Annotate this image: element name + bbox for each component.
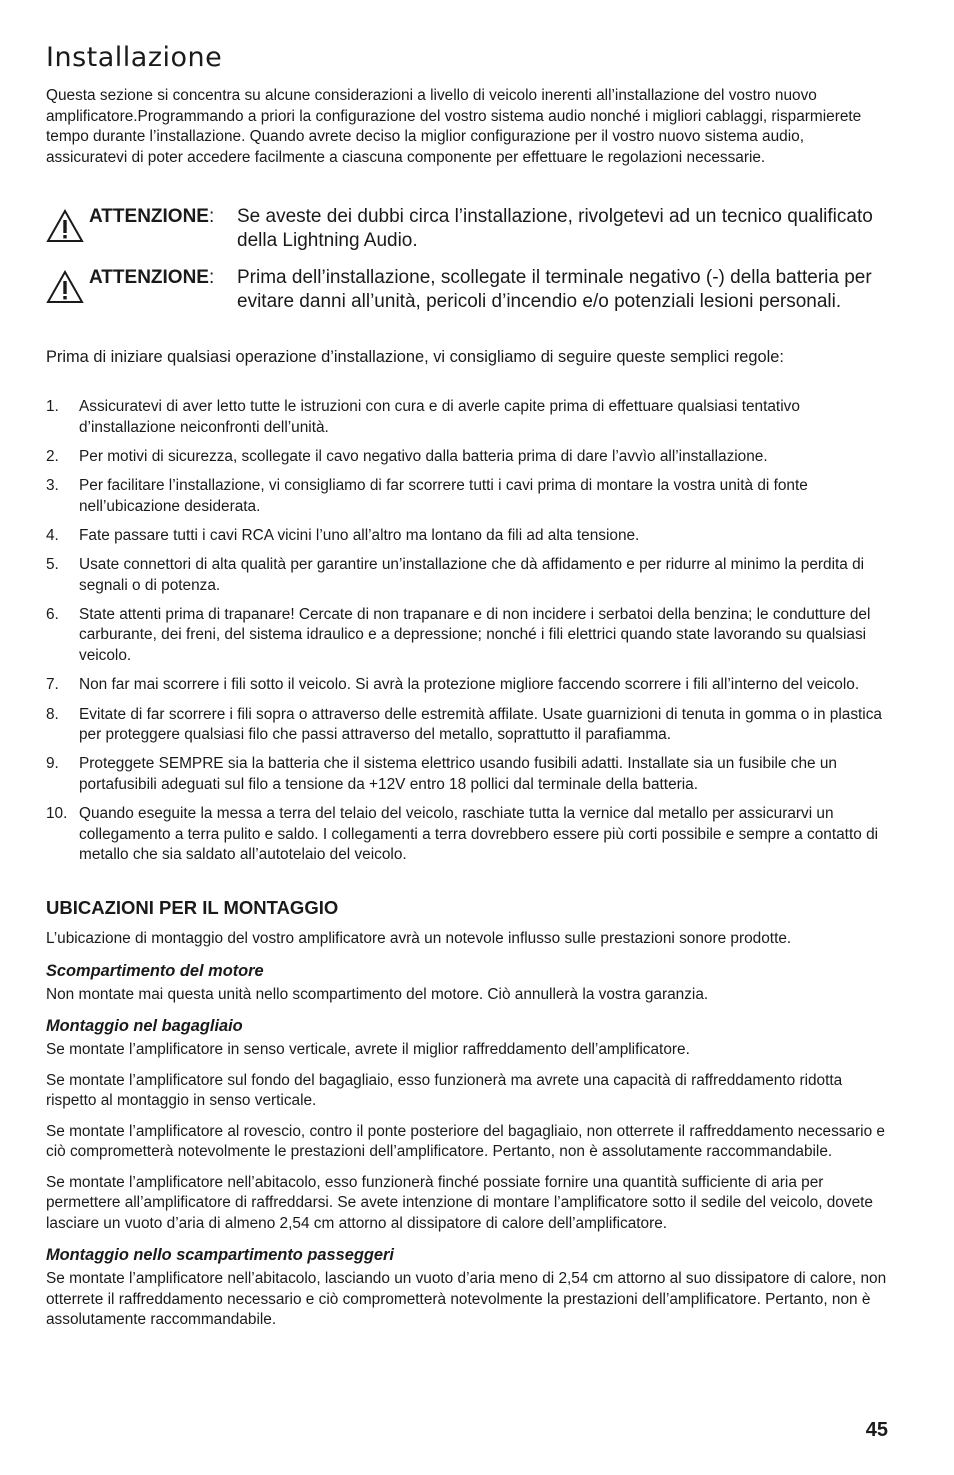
trunk-paragraph: Se montate l’amplificatore sul fondo del bagagliaio, esso funzionerà ma avrete una capacità di raffreddamento ridotta rispetto al montaggio in senso verticale. (46, 1071, 843, 1109)
list-item: 4. Fate passare tutti i cavi RCA vicini l’uno all’altro ma lontano da fili ad alta tensione. (46, 526, 640, 544)
manual-page (46, 0, 888, 1475)
intro-paragraph: Questa sezione si concentra su alcune considerazioni a livello di veicolo inerenti all’installazione del vostro nuovo amplificatore.Programmando a priori la configurazione del vostro sistema audio nonché i migliori cablaggi, risparmierete tempo durante l’installazione. Quando avrete deciso la miglior configurazione per il vostro nuovo sistema audio, assicuratevi di poter accedere facilmente a ciascuna componente per effettuare le regolazioni necessarie. (46, 87, 862, 166)
warning-text: Prima dell’installazione, scollegate il terminale negativo (-) della batteria per evitare danni all’unità, pericoli d’incendio e/o potenziali lesioni personali. (237, 267, 872, 312)
subheading-passenger: Montaggio nello scampartimento passeggeri (46, 1246, 394, 1264)
list-item: 1. Assicuratevi di aver letto tutte le istruzioni con cura e di averle capite prima di effettuare qualsiasi tentativo d’installazione neiconfronti dell’unità. (46, 398, 800, 436)
list-item: 8. Evitate di far scorrere i fili sopra o attraverso delle estremità affilate. Usate guarnizioni di tenuta in gomma o in plastica per proteggere qualsiasi filo che passi attraverso del metallo, soprattutto il parafiamma. (46, 705, 882, 744)
trunk-paragraph: Se montate l’amplificatore in senso verticale, avrete il miglior raffreddamento dell’amplificatore. (46, 1041, 690, 1058)
list-item: 6. State attenti prima di trapanare! Cercate di non trapanare e di non incidere i serbatoi della benzina; le condutture del carburante, dei freni, del sistema idraulico e a depressione; nonché i fili elettrici quando state lavorando su qualsiasi veicolo. (46, 605, 871, 664)
list-item: 5. Usate connettori di alta qualità per garantire un’installazione che dà affidamento e per ridurre al minimo la perdita di segnali o di potenza. (46, 556, 865, 594)
section-heading-mounting: UBICAZIONI PER IL MONTAGGIO (46, 897, 339, 918)
list-item: 3. Per facilitare l’installazione, vi consigliamo di far scorrere tutti i cavi prima di montare la vostra unità di fonte nell’ubicazione desiderata. (46, 477, 808, 515)
trunk-paragraph: Se montate l’amplificatore nell’abitacolo, esso funzionerà finché possiate fornire una quantità sufficiente di aria per permettere all’amplificatore di raffreddarsi. Se avete intenzione di montare l’amplificatore sotto il sedile del veicolo, dovete lasciare un vuoto d’aria di almeno 2,54 cm attorno al dissipatore di calore dell’amplificatore. (46, 1173, 873, 1232)
rules-intro: Prima di iniziare qualsiasi operazione d’installazione, vi consigliamo di seguire queste semplici regole: (46, 348, 784, 366)
warning-label: ATTENZIONE: (89, 267, 215, 288)
subheading-trunk: Montaggio nel bagagliaio (46, 1017, 243, 1035)
mounting-section (46, 929, 888, 1341)
rules-list (46, 397, 888, 874)
trunk-paragraph: Se montate l’amplificatore al rovescio, contro il ponte posteriore del bagagliaio, non otterrete il raffreddamento necessario e ciò comprometterà notevolmente le prestazioni dell’amplificatore. Pertanto, non è assolutamente raccommandabile. (46, 1122, 885, 1160)
page-number: 45 (865, 1419, 888, 1441)
engine-paragraph: Non montate mai questa unità nello scompartimento del motore. Ciò annullerà la vostra garanzia. (46, 985, 709, 1003)
list-item: 2. Per motivi di sicurezza, scollegate il cavo negativo dalla batteria prima di dare l’avvìo all’installazione. (46, 447, 768, 465)
list-item: 9. Proteggete SEMPRE sia la batteria che il sistema elettrico usando fusibili adatti. Installate sia un fusibile che un portafusibili adeguati sul filo a tensione da +12V entro 18 pollici dal terminale della batteria. (46, 755, 837, 793)
page-title: Installazione (46, 42, 223, 73)
warning-text: Se aveste dei dubbi circa l’installazione, rivolgetevi ad un tecnico qualificato della Lightning Audio. (237, 206, 873, 251)
passenger-paragraph: Se montate l’amplificatore nell’abitacolo, lasciando un vuoto d’aria meno di 2,54 cm attorno al suo dissipatore di calore, non otterrete il raffreddamento necessario e ciò comprometterà notevolmente la prestazioni dell’amplificatore. Pertanto, non è assolutamente raccommandabile. (46, 1270, 887, 1328)
warning-label: ATTENZIONE: (89, 206, 215, 227)
list-item: 7. Non far mai scorrere i fili sotto il veicolo. Si avrà la protezione migliore faccendo scorrere i fili all’interno del veicolo. (46, 676, 860, 694)
warning-triangle-icon (46, 270, 84, 304)
mounting-intro: L’ubicazione di montaggio del vostro amplificatore avrà un notevole influsso sulle prestazioni sonore prodotte. (46, 930, 792, 947)
warning-triangle-icon (46, 209, 84, 243)
subheading-engine: Scompartimento del motore (46, 961, 264, 980)
list-item: 10. Quando eseguite la messa a terra del telaio del veicolo, raschiate tutta la vernice dal metallo per assicurarvi un collegamento a terra pulito e saldo. I collegamenti a terra dovrebbero essere più corti possibile e sempre a contatto di metallo che sia saldato all’autotelaio del veicolo. (46, 805, 879, 864)
